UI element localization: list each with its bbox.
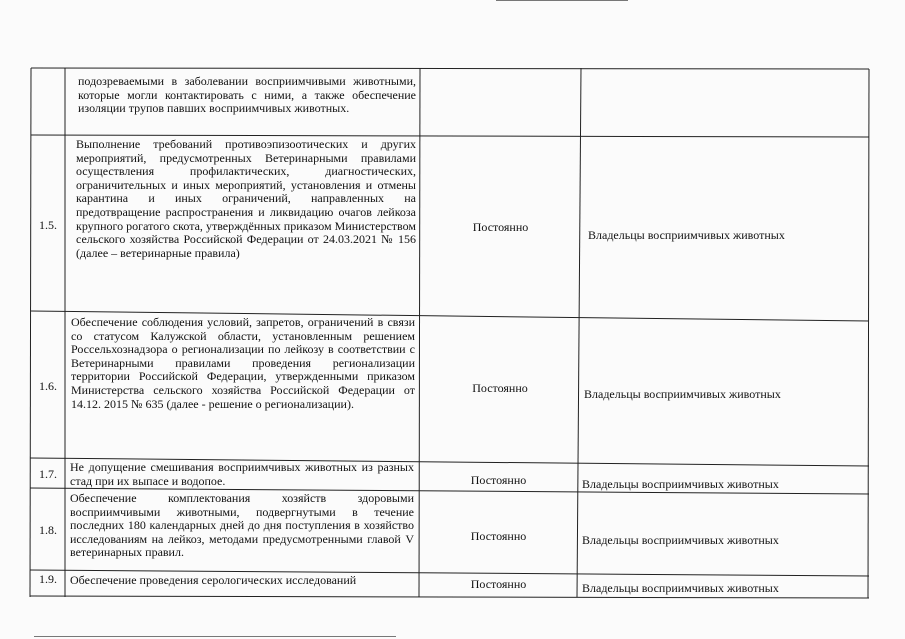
row-description: Не допущение смешивания восприимчивых животных из разных стад при их выпасе и водопое. [70, 461, 414, 488]
row-number: 1.5. [39, 217, 57, 232]
row-description: подозреваемыми в заболевании восприимчивыми животными, которые могли контактировать с ними, а также обеспечение изоляции трупов павших восприимчивых животных. [78, 75, 416, 116]
row-responsible: Владельцы восприимчивых животных [582, 532, 779, 547]
row-responsible: Владельцы восприимчивых животных [584, 386, 781, 401]
row-frequency: Постоянно [470, 528, 527, 543]
scan-edge-line [496, 0, 628, 1]
row-frequency: Постоянно [470, 576, 527, 591]
row-frequency: Постоянно [472, 219, 529, 234]
row-responsible: Владельцы восприимчивых животных [588, 227, 785, 242]
row-number: 1.8. [39, 522, 57, 537]
row-description: Обеспечение комплектования хозяйств здоровыми восприимчивыми животными, подвергнутыми в течение последних 180 календарных дней до дня поступления в хозяйство исследованиям на лейкоз, методами предусмотренными главой V ветеринарных правил. [70, 492, 414, 560]
scan-edge-line [34, 636, 396, 637]
row-responsible: Владельцы восприимчивых животных [582, 580, 779, 595]
row-description: Выполнение требований противоэпизоотических и других мероприятий, предусмотренных Ветеринарными правилами осуществления профилактических, диагностических, ограничительных и иных мероприятий, установления и отмены карантина и иных ограничений, направленных на предотвращение распространения и ликвидацию очагов лейкоза крупного рогатого скота, утверждённых приказом Министерством сельского хозяйства Российской Федерации от 24.03.2021 № 156 (далее – ветеринарные правила) [76, 138, 416, 260]
row-number: 1.7. [39, 467, 57, 481]
row-description: Обеспечение соблюдения условий, запретов, ограничений в связи со статусом Калужской области, установленным решением Россельхознадзора о регионализации по лейкозу в соответствии с Ветеринарными правилами проведения регионализации территории Российской Федерации, утвержденными приказом Министерства сельского хозяйства Российской Федерации от 14.12. 2015 № 635 (далее - решение о регионализации). [71, 316, 415, 411]
row-number: 1.9. [39, 571, 57, 586]
row-responsible: Владельцы восприимчивых животных [582, 476, 779, 491]
row-frequency: Постоянно [470, 472, 527, 487]
row-number: 1.6. [39, 378, 57, 393]
row-frequency: Постоянно [472, 381, 528, 395]
table-row [78, 75, 416, 116]
row-description: Обеспечение проведения серологических исследований [70, 574, 357, 587]
